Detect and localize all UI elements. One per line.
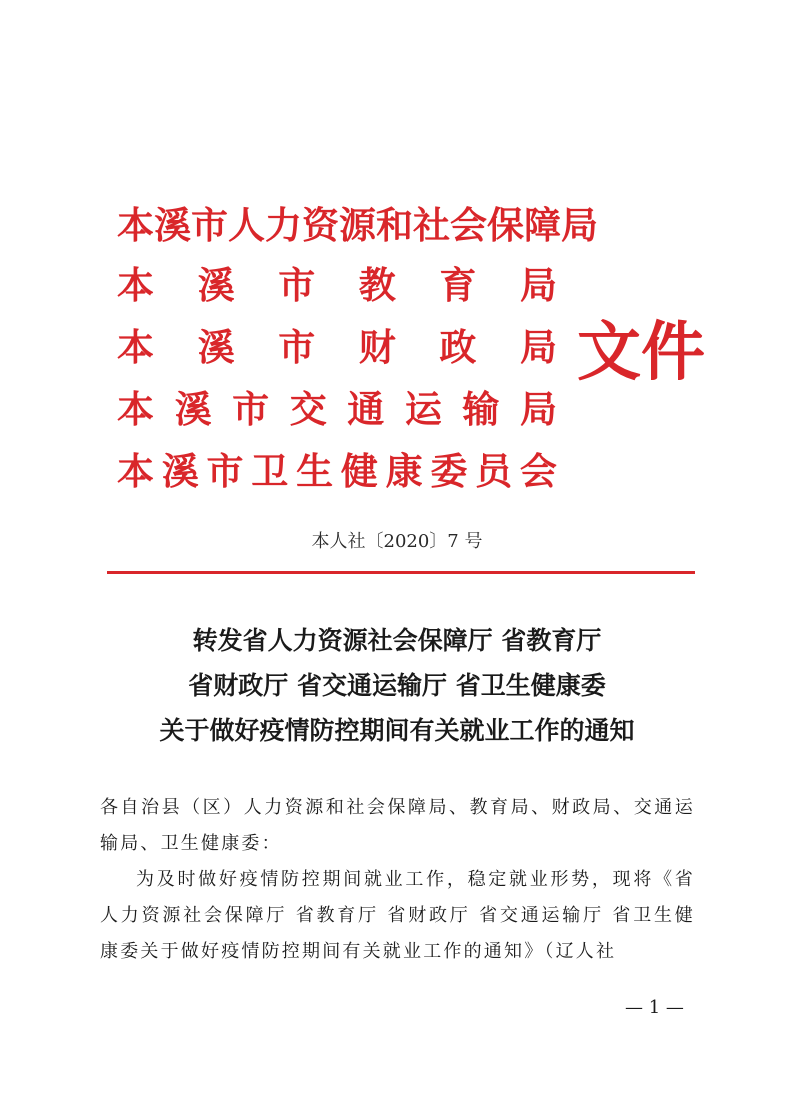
- issuer-char: 本: [117, 263, 154, 307]
- title-line-1: 转发省人力资源社会保障厅 省教育厅: [192, 626, 602, 655]
- issuer-char: 输: [462, 387, 500, 431]
- issuer-char: 溪: [197, 263, 235, 307]
- issuer-char: 委: [430, 449, 468, 493]
- issuer-char: 市: [278, 263, 316, 307]
- page-number: — 1 —: [625, 997, 684, 1018]
- issuer-char: 财: [358, 325, 396, 369]
- document-body: [100, 790, 695, 970]
- issuer-char: 育: [439, 263, 477, 307]
- issuer-name-hr: 本溪市人力资源和社会保障局: [117, 203, 598, 247]
- issuer-char: 康: [385, 449, 423, 493]
- issuer-char: 局: [519, 387, 557, 431]
- title-line-2: 省财政厅 省交通运输厅 省卫生健康委: [188, 671, 606, 700]
- document-title: [0, 618, 794, 753]
- issuer-line-2: [117, 260, 557, 310]
- issuer-char: 局: [519, 325, 557, 369]
- issuer-char: 交: [289, 387, 327, 431]
- issuer-line-5: [117, 446, 557, 496]
- document-number: 本人社〔2020〕7 号: [311, 531, 483, 552]
- document-suffix: 文件: [577, 315, 705, 390]
- issuer-char: 会: [519, 449, 557, 493]
- issuer-header: [117, 200, 705, 500]
- issuer-char: 健: [340, 449, 378, 493]
- issuer-char: 政: [439, 325, 477, 369]
- issuer-char: 本: [117, 325, 154, 369]
- issuer-char: 溪: [161, 449, 199, 493]
- issuer-char: 教: [358, 263, 396, 307]
- issuer-char: 本: [117, 387, 154, 431]
- issuer-char: 员: [475, 449, 513, 493]
- issuer-char: 市: [206, 449, 244, 493]
- issuer-line-3: [117, 322, 557, 372]
- issuer-char: 本: [117, 449, 154, 493]
- issuer-char: 运: [404, 387, 442, 431]
- issuer-char: 生: [296, 449, 334, 493]
- red-divider-line: [107, 571, 695, 574]
- salutation: 各自治县（区）人力资源和社会保障局、教育局、财政局、交通运输局、卫生健康委：: [100, 797, 695, 854]
- issuer-char: 溪: [174, 387, 212, 431]
- issuer-char: 通: [347, 387, 385, 431]
- issuer-char: 市: [232, 387, 270, 431]
- issuer-char: 市: [278, 325, 316, 369]
- body-paragraph: 为及时做好疫情防控期间就业工作，稳定就业形势，现将《省人力资源社会保障厅 省教育厅 省财政厅 省交通运输厅 省卫生健康委关于做好疫情防控期间有关就业工作的通知》（辽人社: [100, 869, 695, 962]
- issuer-line-1: [117, 200, 598, 250]
- issuer-char: 卫: [251, 449, 289, 493]
- issuer-char: 局: [519, 263, 557, 307]
- issuer-line-4: [117, 384, 557, 434]
- title-line-3: 关于做好疫情防控期间有关就业工作的通知: [159, 716, 635, 745]
- issuer-char: 溪: [197, 325, 235, 369]
